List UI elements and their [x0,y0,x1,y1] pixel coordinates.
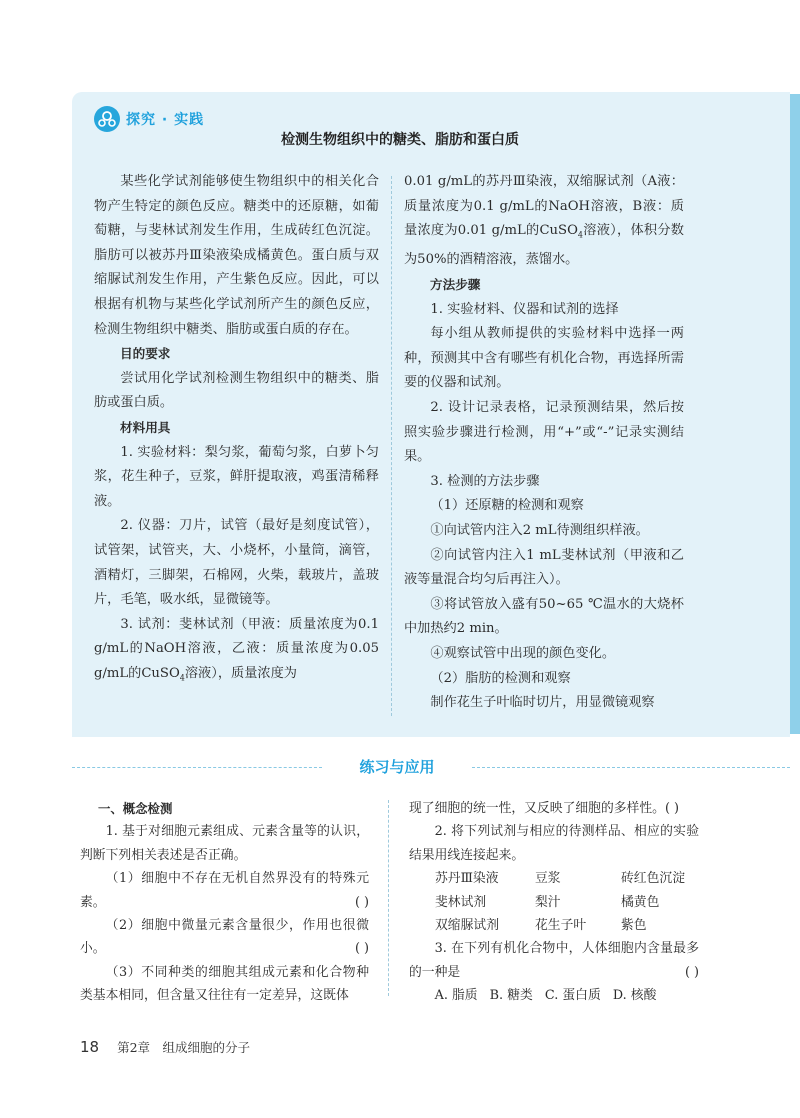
column-divider [391,176,392,716]
activity-title: 检测生物组织中的糖类、脂肪和蛋白质 [281,132,519,148]
box-label: 探究 · 实践 [126,112,205,128]
goal-text: 尝试用化学试剂检测生物组织中的糖类、脂肪或蛋白质。 [94,370,379,411]
answer-blank[interactable]: ( ) [354,941,369,957]
step-text: 制作花生子叶临时切片，用显微镜观察 [430,695,655,711]
intro-paragraph: 某些化学试剂能够使生物组织中的相关化合物产生特定的颜色反应。糖类中的还原糖，如葡萄糖，与斐林试剂发生作用，生成砖红色沉淀。脂肪可以被苏丹Ⅲ染液染成橘黄色。蛋白质与双缩脲试剂发生作用，产生紫色反应。因此，可以根据有机物与某些化学试剂所产生的颜色反应，检测生物组织中糖类、脂肪或蛋白质的存在。 [94,174,379,337]
options [409,984,699,1007]
exercises-right [409,797,699,1008]
match-cell: 紫色 [621,918,647,934]
page-footer [80,1038,250,1056]
question-item: （3）不同种类的细胞其组成元素和化合物种类基本相同，但含量又往往有一定差异，这既体 [80,964,369,1004]
option-a[interactable]: A. 脂质 [434,988,478,1004]
step: 2. 设计记录表格，记录预测结果，然后按照实验步骤进行检测，用“+”或“-”记录实测结果。 [404,399,684,465]
procedure-item: ①向试管内注入2 mL待测组织样液。 [430,522,649,538]
procedure-item: ④观察试管中出现的颜色变化。 [430,645,616,661]
step: 3. 检测的方法步骤 [430,473,540,489]
column-divider [388,800,389,996]
right-column [404,170,684,716]
match-cell: 斐林试剂 [435,894,487,910]
goal-heading: 目的要求 [120,346,171,362]
exercises-left [80,797,369,1008]
section-rule-right [472,767,790,770]
matching-table [409,867,699,937]
exercise-heading: 一、概念检测 [98,801,173,816]
step-text: 每小组从教师提供的实验材料中选择一两种，预测其中含有哪些有机化合物，再选择所需要的仪器和试剂。 [404,326,684,391]
materials-heading: 材料用具 [120,419,171,435]
match-cell: 花生子叶 [535,918,587,934]
option-c[interactable]: C. 蛋白质 [544,988,601,1004]
match-cell: 双缩脲试剂 [435,918,499,934]
procedure-item: ③将试管放入盛有50~65 ℃温水的大烧杯中加热约2 min。 [404,596,684,637]
page-edge-strip [790,94,800,734]
page-number: 18 [80,1038,100,1056]
match-cell: 苏丹Ⅲ染液 [435,871,499,887]
materials-item: 3. 试剂：斐林试剂（甲液：质量浓度为0.1 g/mL的NaOH溶液，乙液：质量浓度为0.05 g/mL的CuSO$_4$溶液），质量浓度为 [94,616,379,683]
match-cell: 豆浆 [535,871,561,887]
step: 1. 实验材料、仪器和试剂的选择 [430,301,619,317]
question: 3. 在下列有机化合物中，人体细胞内含量最多的一种是 ( ) [409,937,699,984]
procedure-item: ②向试管内注入1 mL斐林试剂（甲液和乙液等量混合均匀后再注入）。 [404,547,684,588]
question-item: （2）细胞中微量元素含量很少，作用也很微小。 ( ) [80,914,369,961]
left-column [94,170,379,691]
reagent-continuation: 0.01 g/mL的苏丹Ⅲ染液，双缩脲试剂（A液：质量浓度为0.1 g/mL的NaOH溶液，B液：质量浓度为0.01 g/mL的CuSO$_4$溶液），体积分数为50%的酒精溶液，蒸馏水。 [404,174,684,268]
materials-item: 1. 实验材料：梨匀浆，葡萄匀浆，白萝卜匀浆，花生种子，豆浆，鲜肝提取液，鸡蛋清稀释液。 [94,444,379,509]
substep: （1）还原糖的检测和观察 [430,498,584,514]
question-item-continued: 现了细胞的统一性，又反映了细胞的多样性。( ) [409,801,679,816]
section-title: 练习与应用 [359,758,435,776]
match-cell: 橘黄色 [621,894,660,910]
answer-blank[interactable]: ( ) [354,894,369,910]
option-b[interactable]: B. 糖类 [489,988,533,1004]
question: 1. 基于对细胞元素组成、元素含量等的认识，判断下列相关表述是否正确。 [80,824,369,863]
section-rule-left [72,767,322,770]
substep: （2）脂肪的检测和观察 [430,670,571,686]
match-cell: 砖红色沉淀 [621,871,685,887]
answer-blank[interactable]: ( ) [684,964,699,980]
chapter-title: 第2章 组成细胞的分子 [117,1040,251,1055]
question: 2. 将下列试剂与相应的待测样品、相应的实验结果用线连接起来。 [409,824,699,863]
materials-item: 2. 仪器：刀片，试管（最好是刻度试管），试管架，试管夹，大、小烧杯，小量筒，滴管，酒精灯，三脚架，石棉网，火柴，载玻片，盖玻片，毛笔，吸水纸，显微镜等。 [94,518,379,608]
question-item: （1）细胞中不存在无机自然界没有的特殊元素。 ( ) [80,867,369,914]
answer-blank[interactable]: ( ) [664,801,679,816]
match-cell: 梨汁 [535,894,561,910]
option-d[interactable]: D. 核酸 [612,988,657,1004]
method-heading: 方法步骤 [430,277,481,293]
